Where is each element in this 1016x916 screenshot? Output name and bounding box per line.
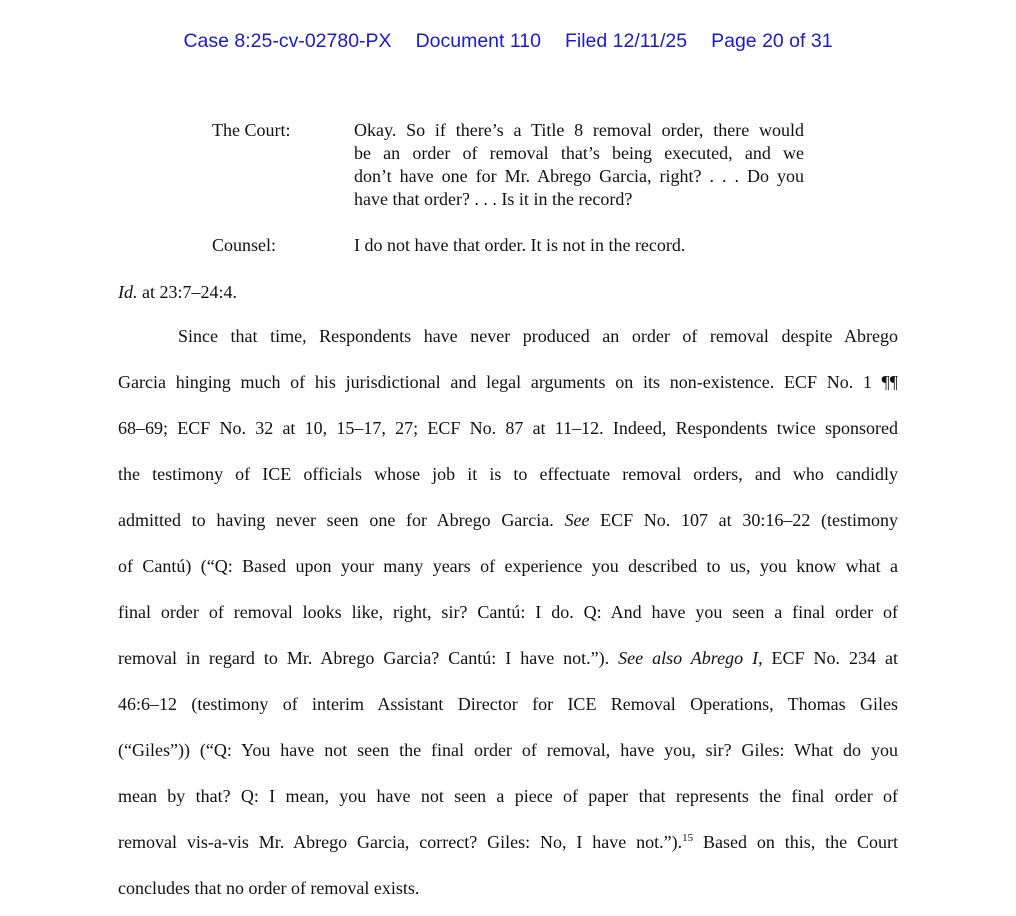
footnote-marker[interactable]: 15 [682, 832, 694, 844]
paragraph-line: Since that time, Respondents have never produced an order of removal despite Abrego [178, 326, 898, 346]
paragraph-line: 46:6–12 (testimony of interim Assistant Director for ICE Removal Operations, Thomas Giles [118, 694, 898, 714]
line-text: ECF No. 107 at 30:16–22 (testimony [589, 510, 898, 530]
line-text: Based on this, the Court [693, 832, 898, 852]
filed-date: Filed 12/11/25 [564, 30, 688, 52]
paragraph-line [118, 648, 898, 669]
paragraph-line: the testimony of ICE officials whose job it is to effectuate removal orders, and who candidly [118, 464, 898, 484]
speech-line: don’t have one for Mr. Abrego Garcia, right? . . . Do you [354, 166, 804, 186]
speech-line: be an order of removal that’s being executed, and we [354, 143, 804, 163]
paragraph-line: final order of removal looks like, right, sir? Cantú: I do. Q: And have you seen a final order of [118, 602, 898, 622]
citation-id: Id. [118, 282, 138, 302]
speaker-label: Counsel: [212, 235, 277, 255]
paragraph-line: Garcia hinging much of his jurisdictional and legal arguments on its non-existence. ECF No. 1 ¶¶ [118, 372, 898, 392]
speaker-label: The Court: [212, 120, 291, 140]
paragraph-line: (“Giles”)) (“Q: You have not seen the final order of removal, have you, sir? Giles: What do you [118, 740, 898, 760]
page-header [0, 30, 1016, 53]
paragraph-line [118, 510, 898, 531]
record-citation [118, 282, 237, 303]
signal-see: See [564, 510, 590, 530]
speech-line: Okay. So if there’s a Title 8 removal order, there would [354, 120, 804, 140]
line-text: admitted to having never seen one for Abrego Garcia. [118, 510, 565, 530]
paragraph-line: mean by that? Q: I mean, you have not seen a piece of paper that represents the final order of [118, 786, 898, 806]
citation-pin: at 23:7–24:4. [137, 282, 237, 302]
paragraph-line [118, 832, 898, 853]
line-text: removal in regard to Mr. Abrego Garcia? Cantú: I have not.”). [118, 648, 619, 668]
speech-text [354, 234, 804, 257]
signal-see-also: See also Abrego I [618, 648, 759, 668]
paragraph-line: of Cantú) (“Q: Based upon your many years of experience you described to us, you know what a [118, 556, 898, 576]
paragraph-line: 68–69; ECF No. 32 at 10, 15–17, 27; ECF No. 87 at 11–12. Indeed, Respondents twice sponsored [118, 418, 898, 438]
paragraph-line: concludes that no order of removal exists. [118, 878, 420, 898]
document-number: Document 110 [415, 30, 541, 52]
speech-line: have that order? . . . Is it in the record? [354, 189, 633, 209]
line-text: removal vis-a-vis Mr. Abrego Garcia, correct? Giles: No, I have not.”). [118, 832, 683, 852]
speech-text [354, 119, 804, 211]
line-text: , ECF No. 234 at [758, 648, 898, 668]
case-number: Case 8:25-cv-02780-PX [183, 30, 392, 52]
page-number: Page 20 of 31 [711, 30, 833, 52]
speech-line: I do not have that order. It is not in the record. [354, 235, 686, 255]
